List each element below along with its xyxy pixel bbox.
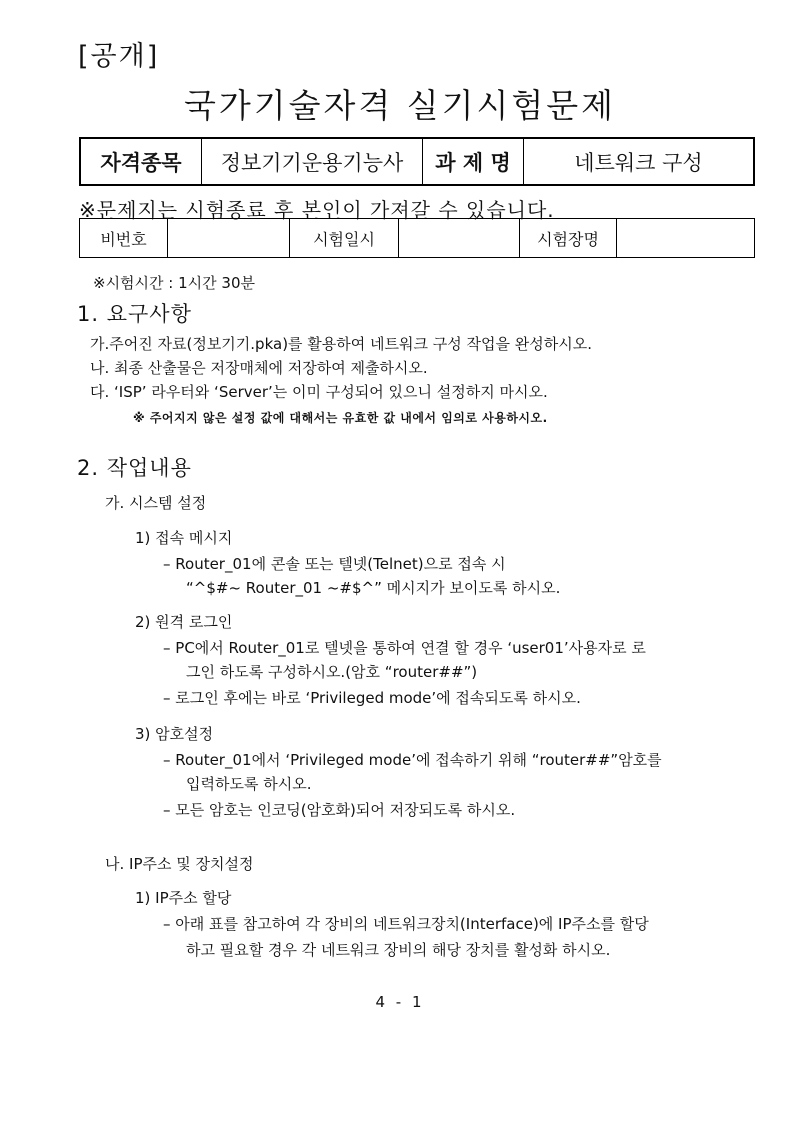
task-line: – 아래 표를 참고하여 각 장비의 네트워크장치(Interface)에 IP주소를 할당 xyxy=(163,915,649,933)
task-line: – Router_01에 콘솔 또는 텔넷(Telnet)으로 접속 시 xyxy=(163,555,506,573)
item-title-connection-message: 1) 접속 메시지 xyxy=(135,529,233,547)
info-value-task: 네트워크 구성 xyxy=(524,138,755,185)
item-title-ip-assignment: 1) IP주소 할당 xyxy=(135,889,232,907)
task-line: – PC에서 Router_01로 텔넷을 통하여 연결 할 경우 ‘user01’사용자로 로 xyxy=(163,639,646,657)
section2-heading: 2. 작업내용 xyxy=(77,456,192,480)
info-label-task: 과 제 명 xyxy=(423,138,524,185)
task-line: 하고 필요할 경우 각 네트워크 장비의 해당 장치를 활성화 하시오. xyxy=(186,941,611,959)
document-title: 국가기술자격 실기시험문제 xyxy=(183,86,617,125)
exam-value-number xyxy=(168,219,290,258)
requirement-note: ※ 주어지지 않은 설정 값에 대해서는 유효한 값 내에서 임의로 사용하시오. xyxy=(133,411,548,425)
task-line: 입력하도록 하시오. xyxy=(186,775,312,793)
public-tag: [공개] xyxy=(78,41,160,72)
exam-label-datetime: 시험일시 xyxy=(290,219,399,258)
exam-value-venue xyxy=(617,219,755,258)
task-line: – Router_01에서 ‘Privileged mode’에 접속하기 위해 “router##”암호를 xyxy=(163,751,662,769)
subsection-ip-settings: 나. IP주소 및 장치설정 xyxy=(105,855,254,873)
requirement-item: 가.주어진 자료(정보기기.pka)를 활용하여 네트워크 구성 작업을 완성하시오. xyxy=(90,335,592,353)
item-title-password: 3) 암호설정 xyxy=(135,725,214,743)
page-number: 4 - 1 xyxy=(375,993,425,1011)
requirement-item: 나. 최종 산출물은 저장매체에 저장하여 제출하시오. xyxy=(90,359,428,377)
task-line: – 로그인 후에는 바로 ‘Privileged mode’에 접속되도록 하시오. xyxy=(163,689,581,707)
item-title-remote-login: 2) 원격 로그인 xyxy=(135,613,233,631)
exam-info-table xyxy=(79,218,755,258)
info-label-qualification: 자격종목 xyxy=(80,138,202,185)
info-table xyxy=(79,137,755,186)
section1-heading: 1. 요구사항 xyxy=(77,302,192,326)
subsection-system-settings: 가. 시스템 설정 xyxy=(105,494,207,512)
notice-text: ※문제지는 시험종료 후 본인이 가져갈 수 있습니다. xyxy=(79,198,555,222)
exam-label-number: 비번호 xyxy=(80,219,168,258)
exam-time: ※시험시간 : 1시간 30분 xyxy=(93,274,255,292)
task-line: – 모든 암호는 인코딩(암호화)되어 저장되도록 하시오. xyxy=(163,801,516,819)
exam-value-datetime xyxy=(399,219,520,258)
requirement-item: 다. ‘ISP’ 라우터와 ‘Server’는 이미 구성되어 있으니 설정하지 마시오. xyxy=(90,383,548,401)
exam-label-venue: 시험장명 xyxy=(520,219,617,258)
task-line: “^$#~ Router_01 ~#$^” 메시지가 보이도록 하시오. xyxy=(186,579,561,597)
info-value-qualification: 정보기기운용기능사 xyxy=(202,138,423,185)
task-line: 그인 하도록 구성하시오.(암호 “router##”) xyxy=(186,663,478,681)
